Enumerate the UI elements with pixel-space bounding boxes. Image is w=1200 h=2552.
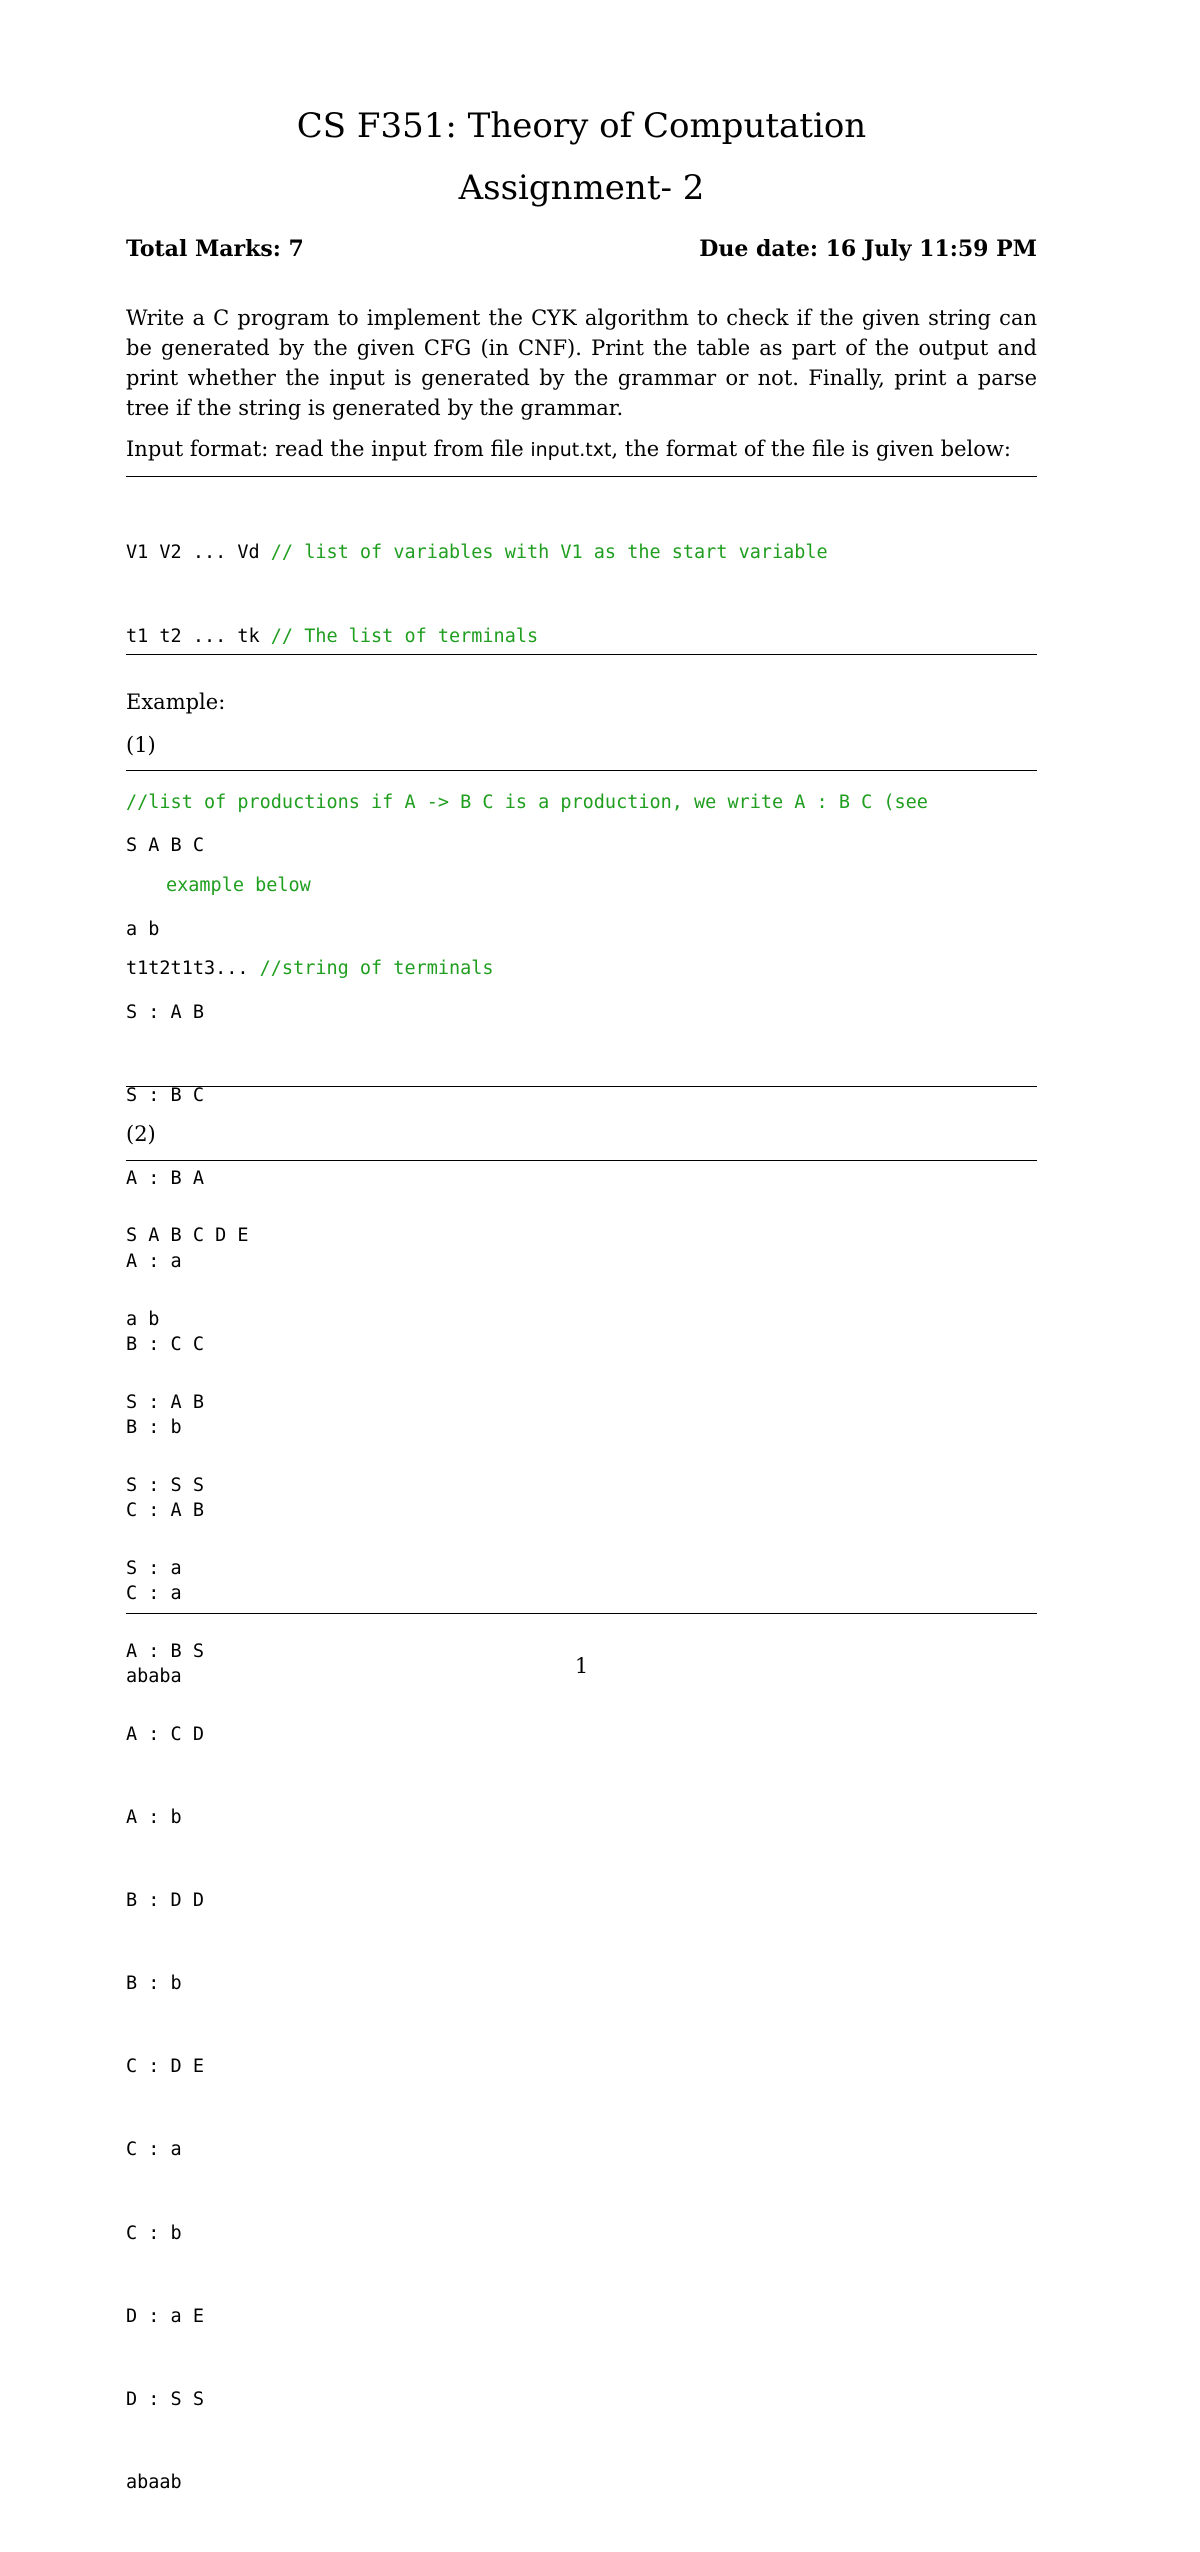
code-line: B : C C [126, 1333, 204, 1355]
code-line: t1t2t1t3... //string of terminals [126, 957, 494, 979]
code-line: S : a [126, 1557, 182, 1579]
code-line: C : a [126, 1583, 182, 1605]
code-line: C : b [126, 2222, 182, 2244]
code-line: C : A B [126, 1500, 204, 1522]
example2-label: (2) [126, 1122, 156, 1146]
code-line: a b [126, 1308, 160, 1330]
code-line: D : a E [126, 2305, 204, 2327]
code-line: V1 V2 ... Vd // list of variables with V1 as the start variable [126, 542, 828, 564]
code-comment: //list of productions if A -> B C is a production, we write A : B C (see [126, 791, 928, 813]
code-line-blank [126, 706, 1037, 734]
code-line: S : S S [126, 1474, 204, 1496]
code-line: t1 t2 ... tk // The list of terminals [126, 625, 539, 647]
code-line: A : C D [126, 1723, 204, 1745]
code-line: B : b [126, 1417, 182, 1439]
code-line: A : B A [126, 1167, 204, 1189]
divider [126, 1160, 1037, 1161]
example2-code-block [126, 1167, 1037, 2552]
code-line: S A B C [126, 835, 204, 857]
code-line: C : D E [126, 2056, 204, 2078]
divider [126, 770, 1037, 771]
code-line: a b [126, 918, 160, 940]
page-number: 1 [574, 1654, 589, 1678]
code-line: A : B S [126, 1640, 204, 1662]
code-line: B : b [126, 1973, 182, 1995]
input-format-text: Input format: read the input from file input.txt, the format of the file is given below: [126, 437, 1011, 461]
input-filename: input.txt [530, 439, 612, 461]
code-line: D : S S [126, 2388, 204, 2410]
divider [126, 654, 1037, 655]
code-line: S : B C [126, 1084, 204, 1106]
code-line: B : D D [126, 1890, 204, 1912]
code-comment: // list of variables with V1 as the start variable [270, 542, 828, 564]
divider [126, 1086, 1037, 1087]
code-line: ababa [126, 1666, 182, 1688]
code-line: S : A B [126, 1391, 204, 1413]
task-description: Write a C program to implement the CYK algorithm to check if the given string can be generated by the given CFG (in CNF). Print the table as part of the output and print whether the input is generated by the grammar or not. Finally, print a parse tree if the string is generated by the grammar. [126, 306, 1037, 420]
example-heading: Example: [126, 690, 226, 714]
document-title: CS F351: Theory of Computation [296, 106, 867, 146]
divider [126, 476, 1037, 477]
example1-label: (1) [126, 733, 156, 757]
document-page [126, 0, 1037, 2493]
code-comment: example below [166, 874, 311, 896]
code-comment: // The list of terminals [270, 625, 539, 647]
code-line: abaab [126, 2471, 182, 2493]
due-date: Due date: 16 July 11:59 PM [699, 236, 1037, 262]
divider [126, 1613, 1037, 1614]
code-line: A : a [126, 1250, 182, 1272]
code-line: S : A B [126, 1001, 204, 1023]
document-subtitle: Assignment- 2 [458, 168, 705, 208]
total-marks: Total Marks: 7 [126, 236, 304, 262]
code-line: C : a [126, 2139, 182, 2161]
code-line: A : b [126, 1807, 182, 1829]
code-line: S A B C D E [126, 1225, 249, 1247]
assignment-meta [126, 235, 1037, 263]
code-comment: //string of terminals [259, 957, 494, 979]
